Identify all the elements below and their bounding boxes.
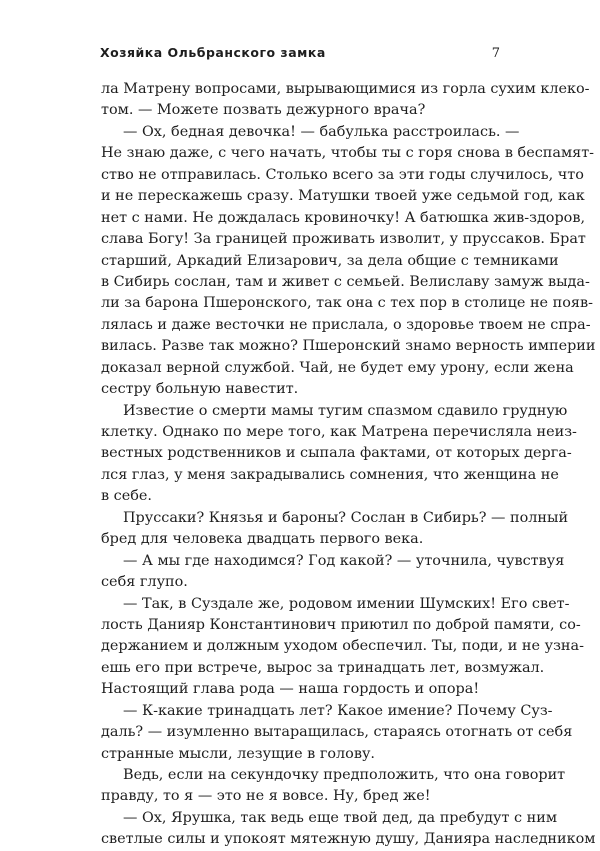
text-line: ешь его при встрече, вырос за тринадцать лет, возмужал. — [101, 659, 545, 676]
running-title: Хозяйка Ольбранского замка — [100, 45, 326, 60]
text-line: ла Матрену вопросами, вырывающимися из горла сухим клеко- — [101, 81, 590, 97]
text-line: ли за барона Пшеронского, так она с тех пор в столице не появ- — [101, 295, 593, 312]
page-number: 7 — [491, 46, 500, 61]
text-line: правду, то я — это не я вовсе. Ну, бред же! — [101, 788, 431, 805]
text-line: вестных родственников и сыпала фактами, от которых дерга- — [101, 445, 572, 462]
text-line: светлые силы и упокоят мятежную душу, Данияра наследником — [101, 831, 596, 848]
text-line: — А мы где находимся? Год какой? — уточнила, чувствуя — [123, 552, 565, 569]
text-line: даль? — изумленно вытаращилась, стараясь отогнать от себя — [101, 724, 573, 741]
text-line: лялась и даже весточки не прислала, о здоровье твоем не спра- — [101, 316, 591, 333]
text-line: ство не отправилась. Столько всего за эти годы случилось, что — [101, 166, 584, 183]
text-line: странные мысли, лезущие в голову. — [101, 745, 375, 762]
text-line: держанием и должным уходом обеспечил. Ты, поди, и не узна- — [101, 638, 584, 655]
text-line: старший, Аркадий Елизарович, за дела общие с темниками — [101, 252, 559, 269]
text-line: слава Богу! За границей проживать изволит, у пруссаков. Брат — [101, 231, 586, 248]
text-line: — Так, в Суздале же, родовом имении Шумских! Его свет- — [123, 595, 570, 612]
text-line: Ведь, если на секундочку предположить, что она говорит — [123, 767, 566, 783]
text-line: в Сибирь сослан, там и живет с семьей. Велиславу замуж выда- — [101, 273, 590, 290]
text-line: лость Данияр Константинович приютил по доброй памяти, со- — [101, 616, 581, 633]
text-line: доказал верной службой. Чай, не будет ему урону, если жена — [101, 359, 574, 376]
text-line: — К-какие тринадцать лет? Какое имение? Почему Суз- — [123, 702, 553, 719]
text-line: нет с нами. Не дождалась кровиночку! А батюшка жив-здоров, — [101, 209, 586, 226]
text-line: себя глупо. — [101, 574, 188, 591]
body-text — [101, 79, 596, 851]
text-line: вилась. Разве так можно? Пшеронский знамо верность империи — [101, 338, 596, 355]
text-line: лся глаз, у меня закрадывались сомнения, что женщина не — [101, 466, 559, 483]
page-header — [100, 45, 500, 61]
text-line: бред для человека двадцать первого века. — [101, 531, 424, 548]
text-line: и не перескажешь сразу. Матушки твоей уже седьмой год, как — [101, 188, 585, 205]
text-line: Известие о смерти мамы тугим спазмом сдавило грудную — [123, 402, 568, 419]
text-line: клетку. Однако по мере того, как Матрена перечисляла неиз- — [101, 424, 577, 440]
text-line: в себе. — [101, 488, 153, 505]
text-line: Настоящий глава рода — наша гордость и опора! — [101, 681, 480, 698]
text-line: Не знаю даже, с чего начать, чтобы ты с горя снова в беспамят- — [101, 145, 595, 162]
text-line: том. — Можете позвать дежурного врача? — [101, 102, 426, 119]
text-line: Пруссаки? Князья и бароны? Сослан в Сибирь? — полный — [123, 509, 569, 526]
text-line: — Ох, бедная девочка! — бабулька расстроилась. — — [123, 123, 520, 140]
text-line: — Ох, Ярушка, так ведь еще твой дед, да пребудут с ним — [123, 809, 558, 826]
text-line: сестру больную навестит. — [101, 381, 299, 398]
